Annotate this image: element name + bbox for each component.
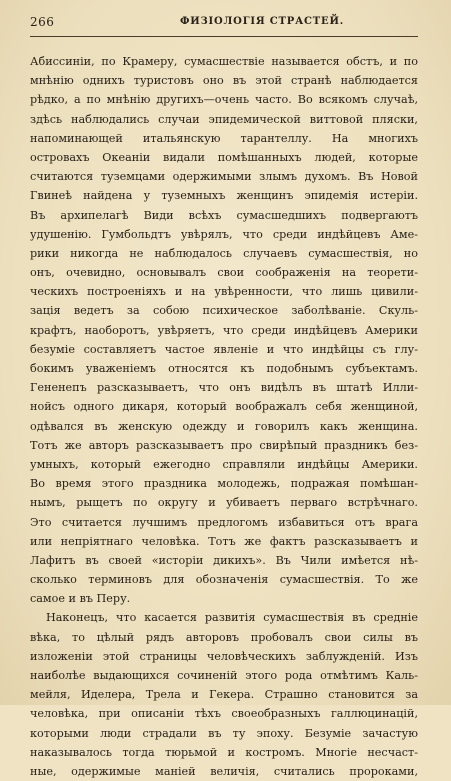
text-line: ные, одержимые маніей величія, считались пророками,: [30, 764, 418, 778]
text-line: Тотъ же авторъ разсказываетъ про свирѣпый праздникъ без-: [30, 438, 418, 452]
text-line: Въ архипелагѣ Види всѣхъ сумасшедшихъ подвергаютъ: [30, 208, 418, 222]
text-line: здѣсь наблюдались случаи эпидемической виттовой пляски,: [30, 112, 418, 126]
text-line: Лафитъ въ своей «исторіи дикихъ». Въ Чили имѣется нѣ-: [30, 553, 418, 567]
page-number: 266: [30, 15, 55, 29]
text-line: вѣка, то цѣлый рядъ авторовъ пробовалъ свои силы въ: [30, 630, 418, 644]
text-line: считаются туземцами одержимыми злымъ духомъ. Въ Новой: [30, 170, 418, 184]
text-line: сколько терминовъ для обозначенія сумасшествія. То же: [30, 573, 418, 587]
text-line: рики никогда не наблюдалось случаевъ сумасшествія, но: [30, 246, 418, 260]
text-line: Наконецъ, что касается развитія сумасшествія въ средніе: [46, 611, 418, 625]
text-line: нойсъ одного дикаря, который воображалъ себя женщиной,: [30, 400, 418, 414]
text-line: ческихъ построеніяхъ и на увѣренности, что лишь цивили-: [30, 285, 418, 299]
running-title: ФИЗІОЛОГІЯ СТРАСТЕЙ.: [180, 16, 344, 27]
text-line: бокимъ уваженіемъ относятся къ подобнымъ субъектамъ.: [30, 362, 418, 375]
text-line: наказывалось тогда тюрьмой и костромъ. Многіе несчаст-: [30, 745, 418, 759]
text-line: удушенію. Гумбольдтъ увѣрялъ, что среди индѣйцевъ Аме-: [30, 227, 418, 241]
text-line: онъ, очевидно, основывалъ свои соображенія на теорети-: [30, 266, 418, 280]
body-text: [30, 52, 418, 781]
text-line: Абиссиніи, по Крамеру, сумасшествіе называется обстъ, и по: [30, 55, 418, 68]
text-line: крафтъ, наоборотъ, увѣряетъ, что среди индѣйцевъ Америки: [30, 323, 418, 337]
text-line: изложеніи этой страницы человѣческихъ заблужденій. Изъ: [30, 649, 418, 663]
text-line: Гвинеѣ найдена у туземныхъ женщинъ эпидемія истеріи.: [30, 189, 418, 203]
text-line: островахъ Океаніи видали помѣшанныхъ людей, которые: [30, 150, 418, 164]
text-line: наиболѣе выдающихся сочиненій этого рода отмѣтимъ Каль-: [30, 669, 418, 682]
text-line: рѣдко, а по мнѣнію другихъ—очень часто. Во всякомъ случаѣ,: [30, 93, 418, 107]
text-line: напоминающей итальянскую тарантеллу. На многихъ: [30, 131, 418, 145]
header-rule: [30, 36, 418, 37]
text-line: нымъ, рыщетъ по округу и убиваетъ перваго встрѣчнаго.: [30, 496, 418, 510]
text-line: мнѣнію однихъ туристовъ оно въ этой странѣ наблюдается: [30, 74, 418, 88]
text-line: человѣка, при описаніи тѣхъ своеобразныхъ галлюцинацій,: [30, 707, 418, 721]
text-line: Гененепъ разсказываетъ, что онъ видѣлъ въ штатѣ Илли-: [30, 381, 418, 395]
text-line: одѣвался въ женскую одежду и говорилъ какъ женщина.: [30, 419, 418, 433]
text-line: Это считается лучшимъ предлогомъ избавиться отъ врага: [30, 515, 418, 529]
text-line: зація ведетъ за собою психическое заболѣваніе. Скуль-: [30, 304, 418, 318]
text-line: которыми люди страдали въ ту эпоху. Безуміе зачастую: [30, 726, 418, 740]
text-line: мейля, Иделера, Трела и Гекера. Страшно становится за: [30, 688, 418, 702]
text-line: Во время этого праздника молодежь, подражая помѣшан-: [30, 477, 418, 491]
page-header: [30, 13, 420, 31]
text-line: безуміе составляетъ частое явленіе и что индѣйцы съ глу-: [30, 342, 418, 356]
text-line: умныхъ, который ежегодно справляли индѣйцы Америки.: [30, 457, 418, 471]
text-line: самое и въ Перу.: [30, 592, 131, 606]
text-line: или непріятнаго человѣка. Тотъ же фактъ разсказываетъ и: [30, 534, 418, 548]
